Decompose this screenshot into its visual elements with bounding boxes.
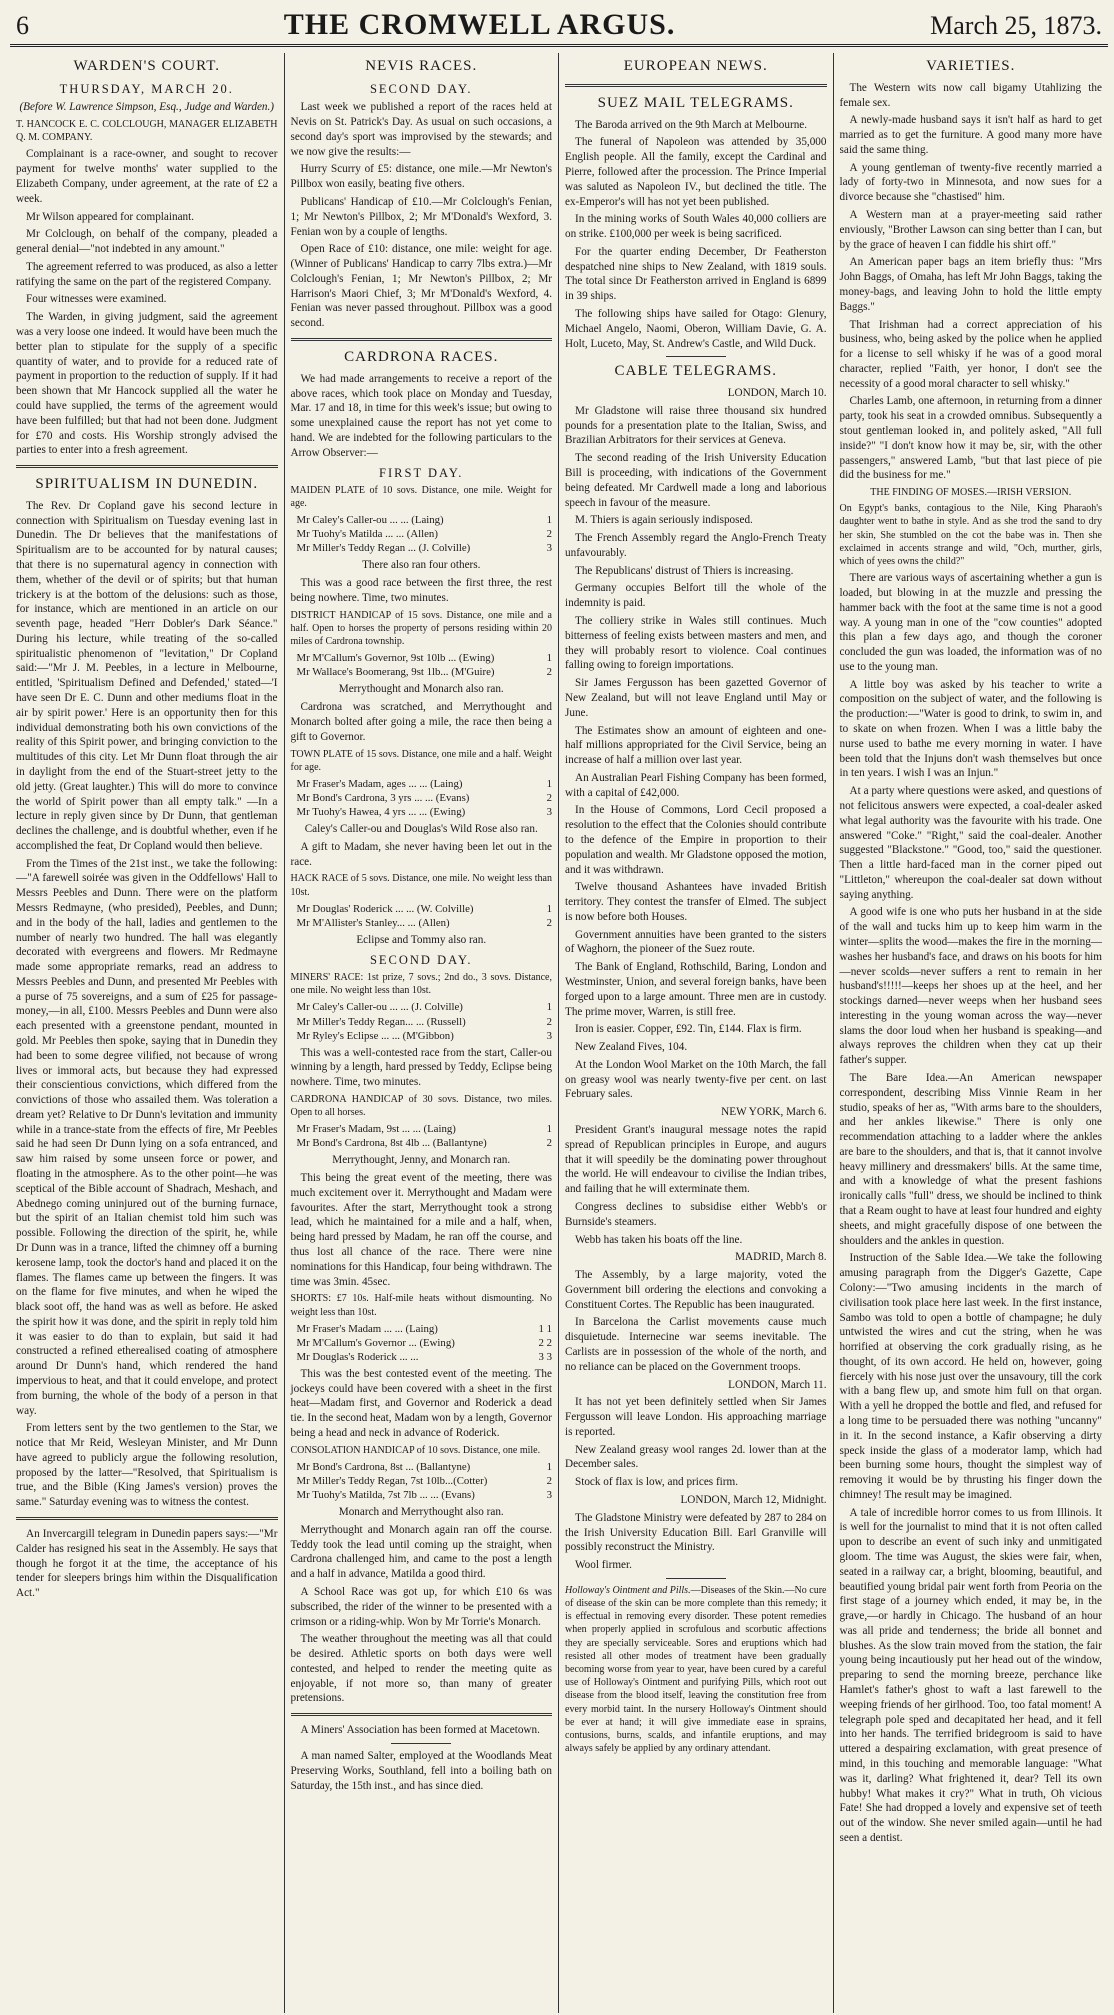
result-row: Mr Douglas's Roderick ... ... 3 3 — [296, 1350, 552, 1363]
holloway-advert — [565, 1584, 827, 1755]
result-row: Mr Tuohy's Matilda ... ... (Allen) 2 — [296, 528, 552, 541]
cardrona-intro: We had made arrangements to receive a report of the above races, which took place on Monday and Tuesday, Mar. 17 and 18, in time for this week's issue; but owing to some unexplained cause the report has not yet come to hand. We are indebted for the following particulars to the Arrow Observer:— — [290, 372, 552, 459]
race-note: Eclipse and Tommy also ran. — [356, 933, 487, 946]
court-date: THURSDAY, MARCH 20. — [59, 81, 234, 96]
variety-paragraph: A tale of incredible horror comes to us from Illinois. It is well for the journalist to mind that it is not often called upon to describe an event of such inky and unmitigated gloom. The time was August, the skies were fair, when, seated in a railway car, a bright, blooming, beautiful, and beautified young bridal pair went forth from Peoria on the first stage of a journey which ended, it may be, in the grave,—or hardly in Chicago. The husband of an hour was all pride and tenderness; the bride all bonnet and blushes. As the slow train moved from the station, the fair young being incautiously put her head out of the window, preparing to send the morning breeze, perchance like Hamlet's father's ghost to waft a last farewell to the weeping friends of her girlhood. Too, too fatal moment! A telegraph pole sped and decapitated her head, and it fell into her hands. The terrified bridegroom is said to have uttered a despairing exclamation, with great presence of mind, in this touching and memorable language: "What was it, darling? What frightened it, dear? Tell its own hubby! What makes it cry?" What in truth, Oh vicious Fate! She had dropped a lovely and expensive set of teeth out of the window. She never smiled again—until he had seen a dentist. — [839, 1506, 1102, 1844]
second-day-subheading: SECOND DAY. — [369, 952, 473, 967]
news-paragraph: Government annuities have been granted to the sisters of Waghorn, the pioneer of the Suez route. — [565, 928, 827, 956]
european-news-heading: EUROPEAN NEWS. — [623, 58, 768, 74]
cable-telegrams-heading: CABLE TELEGRAMS. — [614, 363, 777, 380]
race-report: Cardrona was scratched, and Merrythought and Monarch bolted after going a mile, the race then being a gift to Governor. — [290, 701, 552, 743]
variety-paragraph: The Western wits now call bigamy Utahlizing the female sex. — [839, 81, 1102, 109]
masthead — [10, 8, 1108, 47]
news-paragraph: M. Thiers is again seriously indisposed. — [575, 514, 753, 527]
court-paragraph: The Warden, in giving judgment, said the agreement was a very loose one indeed. It would have been much the better plan to stipulate for the supply of a specific quantity of water, and to provide for a reduced rate of payment in proportion to the reduction of supply. If it had been shown that Mr Hancock supplied all the water he could have supplied, the terms of the agreement would have been fulfilled; but that had not been done. Judgment for £70 and costs. His Worship strongly advised the parties to enter into a fresh agreement. — [16, 311, 278, 457]
court-paragraph: Four witnesses were examined. — [26, 293, 167, 306]
column-2 — [285, 53, 560, 2013]
court-paragraph: Complainant is a race-owner, and sought to recover payment for twelve months' water supplied to the Elizabeth Company, under agreement, at the rate of £2 a week. — [16, 148, 278, 205]
news-paragraph: Sir James Fergusson has been gazetted Governor of New Zealand, but will not leave England until May or June. — [565, 677, 827, 719]
news-paragraph: It has not yet been definitely settled when Sir James Fergusson will leave London. His approaching marriage is reported. — [565, 1396, 827, 1438]
spiritualism-heading: SPIRITUALISM IN DUNEDIN. — [35, 476, 259, 493]
result-row: Mr Douglas' Roderick ... ... (W. Colville) 1 — [296, 902, 552, 915]
result-row: Mr M'Allister's Stanley... ... (Allen) 2 — [296, 916, 552, 929]
suez-mail-heading: SUEZ MAIL TELEGRAMS. — [597, 94, 794, 111]
race-report: This being the great event of the meeting, there was much excitement over it. Merrythought and Madam were favourites. After the start, Merrythought took a strong lead, which he maintained for a mile and a half, when, being hard pressed by Madam, he ran off the course, and thus lost all chance of the race. There were nine nominations for this Handicap, four being withdrawn. The time was 3min. 45sec. — [290, 1172, 552, 1288]
result-row: Mr Fraser's Madam, 9st ... ... (Laing) 1 — [296, 1123, 552, 1136]
nevis-races-heading: NEVIS RACES. — [365, 58, 478, 74]
race-report: Merrythought and Monarch again ran off the course. Teddy took the lead until coming up the straight, when Cardrona challenged him, and came to the post a length and a half in advance, Matilda a good third. — [290, 1523, 552, 1581]
news-paragraph: New Zealand Fives, 104. — [575, 1041, 688, 1054]
news-paragraph: New Zealand greasy wool ranges 2d. lower than at the December sales. — [565, 1443, 827, 1471]
result-row: Mr Fraser's Madam, ages ... ... (Laing) 1 — [296, 777, 552, 790]
column-4 — [834, 53, 1108, 2013]
court-paragraph: The agreement referred to was produced, as also a letter ratifying the same on the part of the registered Company. — [16, 260, 278, 288]
race-results — [291, 777, 553, 819]
race-title: CARDRONA HANDICAP of 30 sovs. Distance, two miles. Open to all horses. — [290, 1093, 552, 1119]
result-row: Mr Ryley's Eclipse ... ... (M'Gibbon) 3 — [296, 1029, 552, 1042]
race-title: CONSOLATION HANDICAP of 10 sovs. Distance, one mile. — [290, 1444, 541, 1456]
result-row: Mr Tuohy's Matilda, 7st 7lb ... ... (Evans) 3 — [296, 1489, 552, 1501]
race-title: DISTRICT HANDICAP of 15 sovs. Distance, one mile and a half. Open to horses the property of persons residing within 20 miles of Cardrona township. — [290, 609, 552, 648]
race-title: TOWN PLATE of 15 sovs. Distance, one mile and a half. Weight for age. — [290, 748, 552, 773]
news-paragraph: The Estimates show an amount of eighteen and one-half millions appropriated for the Civil Service, being an increase of half a million over last year. — [565, 724, 827, 767]
news-paragraph: At the London Wool Market on the 10th March, the fall on greasy wool was nearly twenty-five per cent. on last February sales. — [565, 1058, 827, 1101]
result-row: Mr M'Callum's Governor ... (Ewing) 2 2 — [296, 1336, 552, 1349]
news-paragraph: Wool firmer. — [575, 1559, 632, 1572]
page-number: 6 — [16, 11, 29, 40]
court-paragraph: Mr Colclough, on behalf of the company, pleaded a general denial—"not indebted in any amount." — [16, 228, 278, 256]
holloway-title: Holloway's Ointment and Pills. — [565, 1584, 691, 1596]
variety-paragraph: There are various ways of ascertaining whether a gun is loaded, but blowing in at the muzzle and pressing the hammer back with the foot at the same time is not a good way. A young man in one of the "cow counties" adopted this plan a few days ago, and though the coroner concluded the gun was loaded, the information was of no use to the young man. — [839, 572, 1102, 673]
spiritualism-paragraph: From letters sent by the two gentlemen to the Star, we notice that Mr Reid, Wesleyan Minister, and Mr Dunn have agreed to publicly argue the following resolution, proposed by the latter—"Resolved, that Spiritualism is true, and the Bible (King James's version) proves the same." Saturday evening was to witness the contest. — [16, 1422, 278, 1509]
variety-paragraph: At a party where questions were asked, and questions of not felicitous answers were expected, a coal-dealer asked what legal authority was the favourite with his trade. One answered "Coke." "Right," said the coal-dealer. Another suggested "Blackstone." "Good, too," said the questioner. Then a little hard-faced man in the corner piped out "Littleton," whereupon the coal-dealer sat down without saying anything. — [839, 785, 1102, 901]
nevis-paragraph: Publicans' Handicap of £10.—Mr Colclough's Fenian, 1; Mr Newton's Pillbox, 2; Mr M'Donald's Wexford, 3. Fenian won by a couple of lengths. — [290, 195, 552, 238]
news-paragraph: Iron is easier. Copper, £92. Tin, £144. Flax is firm. — [575, 1023, 802, 1036]
news-paragraph: The following ships have sailed for Otago: Glenury, Michael Angelo, Naomi, Oberon, William Davie, G. A. Holt, Luceto, May, St. Andrew's Castle, and Wild Duck. — [565, 307, 827, 350]
variety-paragraph: An American paper bags an item briefly thus: "Mrs John Baggs, of Omaha, has left Mr John Baggs, taking the money-bags, and leaving John to hold the little empty Baggs." — [839, 256, 1102, 313]
news-paragraph: Congress declines to subsidise either Webb's or Burnside's steamers. — [565, 1200, 827, 1228]
race-title: MINERS' RACE: 1st prize, 7 sovs.; 2nd do., 3 sovs. Distance, one mile. No weight less than 10st. — [290, 972, 552, 997]
news-paragraph: Webb has taken his boats off the line. — [575, 1233, 743, 1246]
race-results — [291, 1000, 553, 1042]
news-paragraph: A man named Salter, employed at the Woodlands Meat Preserving Works, Southland, fell into a boiling bath on Saturday, the 15th inst., and has since died. — [290, 1749, 552, 1792]
race-report: A School Race was got up, for which £10 6s was subscribed, the rider of the winner to be presented with a crimson or a riding-whip. Won by Mr Torrie's Monarch. — [290, 1585, 552, 1628]
result-row: Mr Bond's Cardrona, 3 yrs ... ... (Evans) 2 — [296, 791, 552, 804]
race-results — [291, 651, 553, 679]
news-paragraph: For the quarter ending December, Dr Featherston despatched nine ships to New Zealand, with 1819 souls. The total since Dr Featherston arrived in England is 6899 in 39 ships. — [565, 245, 827, 303]
court-before: (Before W. Lawrence Simpson, Esq., Judge and Warden.) — [19, 101, 275, 114]
columns — [10, 53, 1108, 2013]
race-title: MAIDEN PLATE of 10 sovs. Distance, one mile. Weight for age. — [290, 485, 552, 510]
news-paragraph: An Australian Pearl Fishing Company has been formed, with a capital of £42,000. — [565, 771, 827, 799]
race-report: This was a well-contested race from the start, Caller-ou winning by a length, hard pressed by Teddy, Eclipse being nowhere. Time, two minutes. — [290, 1046, 552, 1089]
poem-verse: On Egypt's banks, contagious to the Nile, King Pharaoh's daughter went to bathe in style. And as she trod the sand to dry her skin, She stumbled on the cot the babe was in. Then she exclaimed in accents strange and wild, "Och, murther, girls, which of yees owns the child?" — [839, 503, 1102, 568]
news-paragraph: Stock of flax is low, and prices firm. — [575, 1476, 739, 1489]
result-row: Mr Bond's Cardrona, 8st ... (Ballantyne) 1 — [296, 1460, 552, 1473]
variety-paragraph: A good wife is one who puts her husband in at the side of the wall and tucks him up to keep him warm in the winter—splits the wood—makes the fire in the morning—washes her husband's face, and draws on his boots for him—never scolds—never suffers a rent to remain in her husband's!!!!!—keeps her shoes up at the heel, and her stockings darned—never weeps when her husband sees interesting in the young woman across the way—never slams the door loud when her husband is speaking—and always reproves the children when they cat up their father's supper. — [839, 906, 1102, 1067]
news-paragraph: Twelve thousand Ashantees have invaded British territory. They contest the transfer of Elmed. The subject is now before both Houses. — [565, 881, 827, 923]
news-paragraph: Germany occupies Belfort till the whole of the indemnity is paid. — [565, 582, 827, 610]
variety-paragraph: A Western man at a prayer-meeting said rather enviously, "Brother Lawson can sing better than I can, but by the grace of heaven I can fiddle his shirt off." — [839, 209, 1102, 251]
result-row: Mr Fraser's Madam ... ... (Laing) 1 1 — [296, 1322, 552, 1335]
race-results — [291, 902, 553, 930]
section-divider — [16, 465, 278, 468]
news-paragraph: The Bank of England, Rothschild, Baring, London and Westminster, Union, and several foreign banks, have been forged upon to a large amount. Three men are in custody. The prime mover, Warren, is still free. — [565, 961, 827, 1018]
result-row: Mr Tuohy's Hawea, 4 yrs ... ... (Ewing) 3 — [296, 806, 552, 818]
race-note: There also ran four others. — [362, 559, 481, 572]
news-paragraph: The Gladstone Ministry were defeated by 287 to 284 on the Irish University Education Bill. Earl Granville will possibly reconstruct the Ministry. — [565, 1511, 827, 1554]
holloway-text: —Diseases of the Skin.—No cure of disease of the skin can be more complete than this remedy; it is effectual in removing every disorder. These potent remedies when properly applied in scrofulous and scorbutic affections they are specially serviceable. Sores and eruptions which had resisted all other modes of treatment have been gradually becoming worse from year to year, have been cured by a careful use of Holloway's Ointment and purifying Pills, which root out disease from the blood itself, leaving the constitution free from every morbid taint. In the nursery Holloway's Ointment should be ever at hand; it will give immediate ease in sprains, contusions, burns, scalds, and infantile eruptions, and may always safely be applied by any ordinary attendant. — [565, 1584, 827, 1755]
race-note: Merrythought and Monarch also ran. — [338, 683, 504, 696]
variety-paragraph: A newly-made husband says it isn't half as hard to get married as to get the furniture. A good many more have said the same thing. — [839, 114, 1102, 156]
dateline: LONDON, March 11. — [728, 1378, 827, 1391]
news-paragraph: The French Assembly regard the Anglo-French Treaty unfavourably. — [565, 532, 827, 559]
result-row: Mr Miller's Teddy Regan, 7st 10lb...(Cotter) 2 — [296, 1474, 552, 1487]
news-paragraph: The Assembly, by a large majority, voted the Government bill ordering the elections and convoking a Constituent Cortes. The Republic has been inaugurated. — [565, 1269, 827, 1311]
news-paragraph: Mr Gladstone will raise three thousand six hundred pounds for a presentation plate to the Italian, Swiss, and Brazilian Arbitrators for their services at Geneva. — [565, 404, 827, 447]
variety-paragraph: A little boy was asked by his teacher to write a composition on the subject of water, and the following is the production:—"Water is good to drink, to swim in, and to skate on when frozen. When I was a little baby the nurse used to bathe me every morning in water. I have been told that the Injuns don't wash themselves but once in ten years. I wish I was an Injun." — [839, 678, 1102, 780]
variety-paragraph: A young gentleman of twenty-five recently married a lady of forty-two in Minnesota, and now sues for a divorce because she "chastised" him. — [839, 161, 1102, 204]
nevis-paragraph: Hurry Scurry of £5: distance, one mile.—Mr Newton's Pillbox won easily, beating five others. — [290, 163, 552, 191]
result-row: Mr Caley's Caller-ou ... ... (J. Colville) 1 — [296, 1001, 552, 1014]
dateline: MADRID, March 8. — [735, 1251, 827, 1264]
wardens-court-heading: WARDEN'S COURT. — [73, 58, 221, 74]
result-row: Mr Miller's Teddy Regan... ... (Russell) 2 — [296, 1015, 552, 1028]
news-paragraph: The Republicans' distrust of Thiers is increasing. — [575, 564, 794, 577]
race-report: A gift to Madam, she never having been let out in the race. — [290, 840, 552, 868]
result-row: Mr Bond's Cardrona, 8st 4lb ... (Ballantyne) 2 — [296, 1137, 552, 1150]
variety-paragraph: Instruction of the Sable Idea.—We take the following amusing paragraph from the Digger's Gazette, Cape Colony:—"Two amusing incidents in the march of civilisation took place here last week. In the first instance, Sambo was told to open a bottle of champagne; he duly untwisted the wires and cut the string, when he was horrified at observing the cork gradually rising, as he thought, of its own accord. He held on, however, going fiercely with his nose just over the unsavoury, till the cork with a bang flew up, and smote him full on that organ. With a yell he dropped the bottle and fled, and refused for a long time to be persuaded there was nothing "uncanny" in it. In the second instance, a Kafir observing a dirty speck inside the glass of a moderator lamp, which had been burning some hours, thought the simplest way of removing it would be by thrusting his finger down the chimney! The result may be imagined. — [839, 1252, 1102, 1501]
result-row: Mr Miller's Teddy Regan ... (J. Colville) 3 — [296, 542, 552, 555]
result-row: Mr Caley's Caller-ou ... ... (Laing) 1 — [296, 514, 552, 527]
race-note: Caley's Caller-ou and Douglas's Wild Rose also ran. — [304, 823, 538, 836]
telegram-title: An Invercargill telegram in Dunedin — [26, 1528, 191, 1540]
newspaper-title: THE CROMWELL ARGUS. — [283, 8, 676, 41]
dateline: LONDON, March 12, Midnight. — [680, 1494, 827, 1507]
dateline: NEW YORK, March 6. — [721, 1106, 827, 1119]
news-paragraph: In the mining works of South Wales 40,000 colliers are on strike. £100,000 per week is being sacrificed. — [565, 213, 827, 241]
short-rule — [666, 1578, 726, 1579]
column-3 — [559, 53, 834, 2013]
court-parties: T. HANCOCK E. C. COLCLOUGH, MANAGER ELIZABETH Q. M. COMPANY. — [16, 119, 278, 144]
issue-date: March 25, 1873. — [930, 11, 1102, 40]
news-paragraph: The funeral of Napoleon was attended by 35,000 English people. All the family, except the Cardinal and Pierre, followed after the procession. The Prince Imperial was saluted as Napoleon IV., but declined the title. The ex-Emperor's will has not yet been published. — [565, 136, 827, 208]
dateline: LONDON, March 10. — [727, 387, 827, 400]
first-day-subheading: FIRST DAY. — [379, 465, 464, 480]
news-paragraph: In the House of Commons, Lord Cecil proposed a resolution to the effect that the Colonies should contribute to the defence of the Empire in proportion to their population and wealth. Mr Gladstone opposed the motion, and it was withdrawn. — [565, 804, 827, 876]
race-note: Monarch and Merrythought also ran. — [338, 1506, 504, 1519]
spiritualism-paragraph: From the Times of the 21st inst., we take the following:—"A farewell soirée was given in the Oddfellows' Hall to Messrs Peebles and Dunn. There were on the platform Messrs Redmayne, (who presided), Peebles, and Dunn; and in the body of the hall, ladies and gentlemen to the number of nearly two hundred. The hall was elegantly decorated with evergreens and flowers. Mr Redmayne made some appropriate remarks, read an address to Messrs Peebles and Dunn, and presented Mr Peebles with a purse of 75 sovereigns, and a sum of £25 for passage-money,—in all, £100. Messrs Peebles and Dunn were also each presented with a greenstone pendant, mounted in gold. Mr Peebles then spoke, saying that in Dunedin they had been to some degree vilified, not because of wrong lives or immoral acts, but because they had expressed their conscientious convictions, which differed from the convictions of those who assailed them. Was toleration a dream yet? Relative to Dr Dunn's levitation and immunity while in a trance-state from the effects of fire, Mr Peebles said he had seen Dr Dunn lying on a sofa entranced, and saw him raised by some unseen force or power, and floating in the atmosphere. As to the other point—he was sceptical of the Bible account of Shadrach, Meshach, and Abednego coming uninjured out of the burning furnace, but the spirit of an Italian chemist told him such was possible. Following the direction of the spirit, he, while Dr Dunn was in a trance, lifted the chimney off a burning kerosene lamp, took the doctor's hand and placed it on the flames. The flames came up between the fingers. It was on the flame for five minutes, and when he wiped the black soot off, the hand was as well as before. He asked the spirit how it was done, and the spirit in reply told him it was easier to do than to explain, but said it had constructed a refined etherealised coating of atmosphere around Dr Dunn's hand, which rendered the hand impervious to heat, and that it could envelope, and protect from burning, the whole of the body of a person in that way. — [16, 857, 278, 1417]
poem-title: THE FINDING OF MOSES.—IRISH VERSION. — [870, 487, 1072, 499]
telegram-text: papers says:—"Mr Calder has resigned his seat in the Assembly. He says that though he forgot it at the time, the acceptance of his tender for sleepers brings him within the Disqualification Act." — [16, 1528, 278, 1600]
news-paragraph: The colliery strike in Wales still continues. Much bitterness of feeling exists between masters and men, and they will probably resort to violence. Coal continues falling owing to foreign importations. — [565, 615, 827, 672]
column-1 — [10, 53, 285, 2013]
news-paragraph: In Barcelona the Carlist movements cause much disquietude. Internecine war seems inevitable. The Carlists are in possession of the whole of the north, and no reliance can be placed on the Government troops. — [565, 1316, 827, 1373]
second-day-subheading: SECOND DAY. — [369, 81, 473, 96]
section-divider — [291, 338, 553, 341]
race-report: The weather throughout the meeting was all that could be desired. Athletic sports on both days were well contested, and helped to render the meeting quite as enjoyable, if not more so, than many of greater pretensions. — [290, 1633, 552, 1705]
news-paragraph: The second reading of the Irish University Education Bill is proceeding, with indications of the Government being defeated. Mr Cardwell made a long and laborious speech in favour of the measure. — [565, 452, 827, 509]
court-paragraph: Mr Wilson appeared for complainant. — [26, 210, 195, 223]
race-report: This was the best contested event of the meeting. The jockeys could have been covered with a sheet in the first heat—Madam first, and Governor and Roderick a dead tie. In the second heat, Madam won by a length, Governor being a head and neck in advance of Roderick. — [290, 1367, 552, 1439]
spiritualism-paragraph: The Rev. Dr Copland gave his second lecture in connection with Spiritualism on Tuesday evening last in Dunedin. The Dr believes that the manifestations of Spiritualism are to be accounted for by natural causes; that there is no supernatural agency in connection with them, whether of the devil or of spirits; but that human trickery is at the bottom of the delusions: such as those, for instance, which are mentioned in an article on our seventh page, headed "Herr Dobler's Dark Séance." During his lecture, while treating of the so-called spiritualistic phenomenon of "levitation," Dr Copland said:—"Mr J. M. Peebles, in a lecture in Melbourne, entitled, 'Spiritualism Defined and Defended,' stated—'I have seen Dr E. C. Dunn and other mediums float in the air by spirit power.' Here is an opportunity then for this individual demonstrating both his own convictions of the reality of this Spirit power, and bringing conviction to the multitudes of this city. Let Mr Dunn float through the air in daylight from the end of the Stuart-street jetty to the old jetty. (Great laughter.) This will do more to convince the world of Spirit power than all empty talk." —In a lecture in reply given since by Dr Dunn, that gentleman declines the challenge, and is doubtful whether, even if he accomplished the feat, Dr Copland would then believe. — [16, 499, 278, 852]
section-divider — [565, 84, 827, 87]
race-results — [291, 1122, 553, 1150]
nevis-paragraph: Last week we published a report of the races held at Nevis on St. Patrick's Day. As usual on such occasions, a second day's sport was improvised by the stewards; and we now give the results:— — [290, 101, 552, 158]
varieties-heading: VARIETIES. — [926, 58, 1016, 74]
variety-paragraph: That Irishman had a correct appreciation of his business, who, being asked by the police when he applied for a license to sell whisky if he was of a good moral character, replied "Faith, yer honor, I don't see the necessity of a good moral character to sell whisky." — [839, 318, 1102, 390]
result-row: Mr M'Callum's Governor, 9st 10lb ... (Ewing) 1 — [296, 652, 552, 665]
race-report: This was a good race between the first three, the rest being nowhere. Time, two minutes. — [290, 577, 552, 605]
race-note: Merrythought, Jenny, and Monarch ran. — [332, 1154, 511, 1167]
variety-paragraph: Charles Lamb, one afternoon, in returning from a dinner party, took his seat in a crowded omnibus. Subsequently a stout gentleman looked in, and politely asked, "All full inside?" "I don't know how it may be, sir, with the other passengers," answered Lamb, "but that last piece of pie did the business for me." — [839, 395, 1102, 482]
news-paragraph: The Baroda arrived on the 9th March at Melbourne. — [575, 118, 808, 131]
race-results — [291, 513, 553, 555]
short-rule — [391, 1743, 451, 1744]
result-row: Mr Wallace's Boomerang, 9st 1lb... (M'Guire) 2 — [296, 666, 552, 679]
race-results — [291, 1322, 553, 1364]
cardrona-races-heading: CARDRONA RACES. — [344, 349, 499, 366]
news-paragraph: President Grant's inaugural message notes the rapid spread of Republican principles in Europe, and augurs that it will speedily be the dominating power throughout the world. He will endeavour to civilise the Indian tribes, and failing that he will exterminate them. — [565, 1124, 827, 1196]
short-rule — [666, 356, 726, 357]
race-results — [291, 1460, 553, 1502]
section-divider — [291, 1713, 553, 1716]
race-title: HACK RACE of 5 sovs. Distance, one mile. No weight less than 10st. — [290, 873, 552, 898]
telegram-paragraph — [16, 1527, 278, 1601]
nevis-paragraph: Open Race of £10: distance, one mile: weight for age. (Winner of Publicans' Handicap to carry 7lbs extra.)—Mr Colclough's Fenian, 1; Mr Newton's Pillbox, 2; Mr Harrison's Maori Chief, 3; Mr M'Donald's Wexford, 4. Fenian was never passed throughout. Pillbox was a good second. — [290, 243, 552, 330]
variety-paragraph: The Bare Idea.—An American newspaper correspondent, describing Miss Vinnie Ream in her studio, speaks of her as, "With arms bare to the shoulders, and her ankles likewise." There is only one recommendation attaching to a ladder where the ankles are bare to the shoulders, and that is, that it cannot involve heavy millinery and dressmakers' bills. At the same time, and with a knowledge of what the present fashions ironically calls "full" dress, we should be inclined to think that a Ream ought to have at least four hundred and eighty sheets, and might gracefully dispose of one between the shoulders and the ankles in question. — [839, 1072, 1102, 1247]
news-paragraph: A Miners' Association has been formed at Macetown. — [300, 1724, 540, 1737]
section-divider — [16, 1517, 278, 1520]
race-title: SHORTS: £7 10s. Half-mile heats without dismounting. No weight less than 10st. — [290, 1293, 552, 1318]
